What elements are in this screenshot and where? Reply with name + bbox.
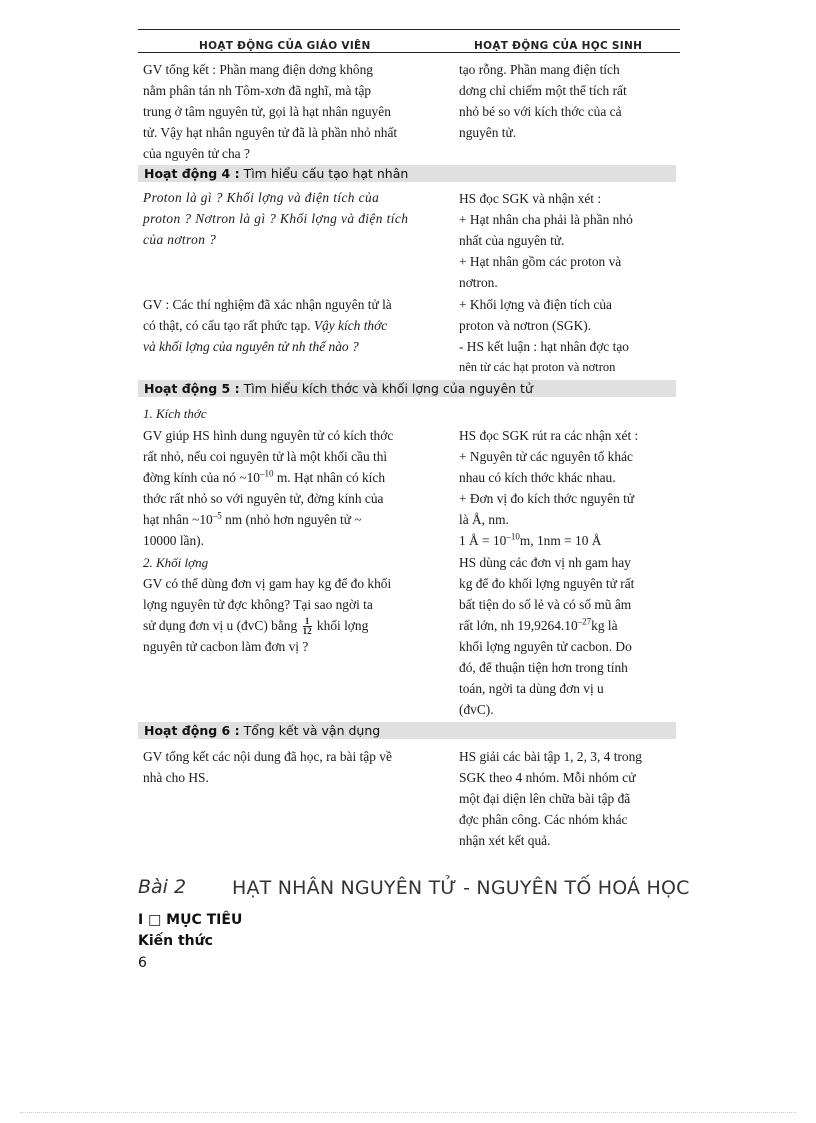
text-line: HS dùng các đơn vị nh gam hay [459, 555, 631, 570]
text-line: + Nguyên tử các nguyên tố khác [459, 449, 633, 464]
activity-6-label: Hoạt động 6 : [144, 723, 240, 738]
text-line: khối lợng nguyên tử cacbon. Do [459, 639, 632, 654]
text-span: m. Hạt nhân có kích [273, 470, 386, 485]
text-line: proton ? Nơtron là gì ? Khối lợng và điện tích [143, 211, 409, 226]
activity-4-heading [138, 165, 676, 182]
text-line: nằm phân tán nh Tôm-xơn đã nghĩ, mà tập [143, 83, 372, 98]
text-line: + Đơn vị đo kích thớc nguyên tử [459, 491, 635, 506]
text-span: khối lợng [316, 618, 369, 633]
activity4-student-conclusion [459, 294, 679, 378]
text-line: + Hạt nhân cha phải là phần nhỏ [459, 212, 633, 227]
mass-subheading: 2. Khối lợng [143, 555, 209, 570]
activity-4-title: Tìm hiểu cấu tạo hạt nhân [243, 166, 409, 181]
text-line: proton và nơtron (SGK). [459, 318, 592, 333]
exponent: –10 [259, 468, 274, 479]
text-span: hạt nhân ~10 [143, 512, 213, 527]
text-line: lợng nguyên tử đợc không? Tại sao ngời ta [143, 597, 373, 612]
text-line: rất nhỏ, nếu coi nguyên tử là một khối cầu thì [143, 449, 388, 464]
summary-teacher-text [143, 746, 453, 788]
text-line: GV : Các thí nghiệm đã xác nhận nguyên tử là [143, 297, 392, 312]
text-line: đó, để thuận tiện hơn trong tính [459, 660, 628, 675]
fraction-one-twelfth [303, 617, 312, 636]
exponent: –10 [506, 531, 520, 542]
text-line: nhỏ bé so với kích thớc của cả [459, 104, 622, 119]
text-line: + Hạt nhân gồm các proton và [459, 254, 622, 269]
text-line: nơtron. [459, 275, 498, 290]
text-span: đờng kính của nó ~10 [143, 470, 260, 485]
header-rule [138, 52, 680, 53]
text-line: HS giải các bài tập 1, 2, 3, 4 trong [459, 749, 642, 764]
text-line [143, 315, 453, 336]
text-line: Proton là gì ? Khối lợng và điện tích của [143, 190, 380, 205]
lesson-number: Bài 2 [138, 876, 187, 898]
block1-student-text [459, 59, 679, 143]
text-line: SGK theo 4 nhóm. Mỗi nhóm cử [459, 770, 636, 785]
student-column-header: HOẠT ĐỘNG CỦA HỌC SINH [474, 40, 643, 52]
text-span: kg là [591, 618, 618, 633]
text-line: HS đọc SGK rút ra các nhận xét : [459, 428, 639, 443]
activity-5-label: Hoạt động 5 : [144, 381, 240, 396]
activity-5-title: Tìm hiểu kích thớc và khối lợng của nguyên tử [243, 381, 533, 396]
text-line: GV có thể dùng đơn vị gam hay kg để đo khối [143, 576, 392, 591]
text-line: của nơtron ? [143, 232, 217, 247]
activity-4-label: Hoạt động 4 : [144, 166, 240, 181]
text-line: của nguyên tử cha ? [143, 146, 250, 161]
text-span: nm (nhỏ hơn nguyên tử ~ [221, 512, 362, 527]
text-line [459, 530, 679, 551]
text-span: m, 1nm = 10 Å [519, 533, 602, 548]
text-span: sử dụng đơn vị u (đvC) bằng [143, 618, 298, 633]
text-line: nhất của nguyên tử. [459, 233, 565, 248]
text-line: GV giúp HS hình dung nguyên tử có kích thớc [143, 428, 394, 443]
text-line: tử. Vậy hạt nhân nguyên tử đã là phần nhỏ nhất [143, 125, 398, 140]
text-line: đợc phân công. Các nhóm khác [459, 812, 628, 827]
text-line: toán, ngời ta dùng đơn vị u [459, 681, 604, 696]
mass-student-text [459, 552, 679, 720]
text-line: tạo rỗng. Phần mang điện tích [459, 62, 620, 77]
text-line: nguyên tử cacbon làm đơn vị ? [143, 639, 309, 655]
text-line: HS đọc SGK và nhận xét : [459, 191, 602, 206]
activity-5-heading [138, 380, 676, 397]
lesson-title: HẠT NHÂN NGUYÊN TỬ - NGUYÊN TỐ HOÁ HỌC [232, 877, 690, 899]
text-span: Vậy kích thớc [313, 318, 388, 333]
section-heading: I □ MỤC TIÊU [138, 912, 243, 928]
text-line [143, 467, 453, 488]
activity4-teacher-comment [143, 294, 453, 357]
text-line: và khối lợng của nguyên tử nh thế nào ? [143, 339, 359, 354]
text-span: 1 Å = 10 [459, 533, 507, 548]
text-line: (đvC). [459, 702, 494, 717]
text-span: rất lớn, nh 19,9264.10 [459, 618, 578, 633]
text-line: nhận xét kết quả. [459, 833, 551, 848]
text-line: trung ở tâm nguyên tử, gọi là hạt nhân nguyên [143, 104, 391, 119]
text-span: có thật, có cấu tạo rất phức tạp. [143, 318, 311, 333]
text-line: thớc rất nhỏ so với nguyên tử, đờng kính của [143, 491, 384, 506]
text-line [143, 509, 453, 530]
size-teacher-text [143, 425, 453, 551]
text-line: kg để đo khối lợng nguyên tử rất [459, 576, 635, 591]
summary-student-text [459, 746, 679, 851]
text-line: dơng chỉ chiếm một thể tích rất [459, 83, 627, 98]
exponent: –5 [212, 510, 222, 521]
block1-teacher-text [143, 59, 453, 164]
fraction-denominator: 12 [302, 626, 312, 637]
text-line: nhà cho HS. [143, 770, 209, 785]
text-line [459, 615, 679, 636]
text-line: nhau có kích thớc khác nhau. [459, 470, 616, 485]
text-line: GV tổng kết các nội dung đã học, ra bài tập về [143, 749, 392, 764]
page-number: 6 [138, 955, 147, 971]
text-line: GV tổng kết : Phần mang điện dơng không [143, 62, 373, 77]
activity-6-title: Tổng kết và vận dụng [243, 723, 381, 738]
activity4-student-answer [459, 188, 679, 293]
activity4-teacher-question [143, 187, 453, 250]
top-rule [138, 29, 680, 30]
text-line: + Khối lợng và điện tích của [459, 297, 612, 312]
text-line: một đại diện lên chữa bài tập đã [459, 791, 631, 806]
fraction-numerator: 1 [303, 617, 312, 627]
text-line: nên từ các hạt proton và nơtron [459, 360, 616, 374]
activity-6-heading [138, 722, 676, 739]
text-line: - HS kết luận : hạt nhân đợc tạo [459, 339, 629, 354]
text-line: 10000 lần). [143, 533, 204, 548]
text-line: nguyên tử. [459, 125, 517, 140]
page-bottom-border [20, 1112, 796, 1113]
size-student-text [459, 425, 679, 551]
exponent: –27 [577, 616, 592, 627]
mass-teacher-text [143, 573, 453, 657]
text-line: là Å, nm. [459, 512, 509, 527]
size-subheading: 1. Kích thớc [143, 406, 207, 421]
text-line: bất tiện do số lẻ và có số mũ âm [459, 597, 632, 612]
subsection-heading: Kiến thức [138, 933, 213, 949]
teacher-column-header: HOẠT ĐỘNG CỦA GIÁO VIÊN [199, 40, 371, 52]
text-line [143, 615, 453, 636]
